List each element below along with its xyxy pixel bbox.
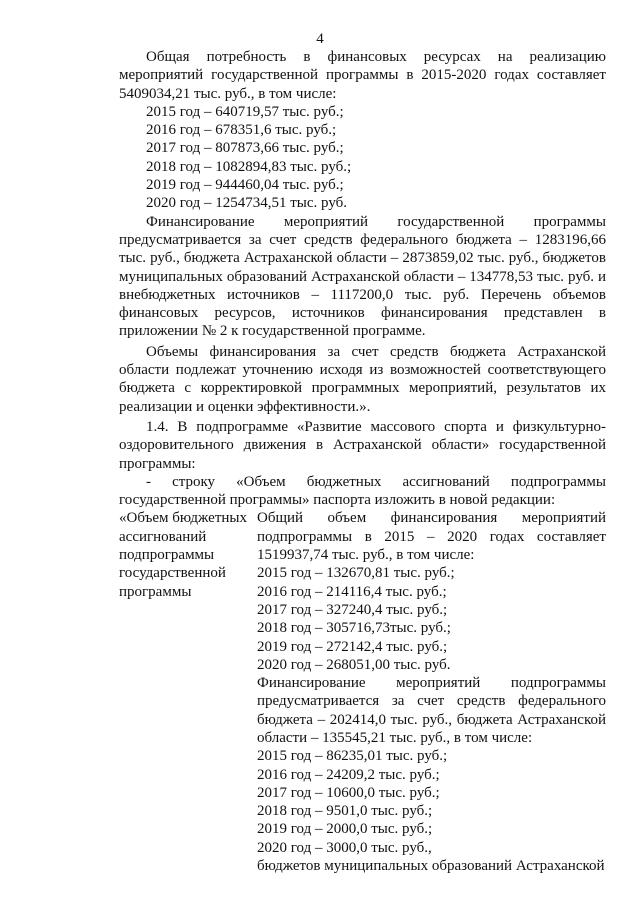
year-line: 2017 год – 10600,0 тыс. руб.;: [257, 784, 440, 801]
passport-row-value: [247, 509, 606, 875]
year-line: 2018 год – 9501,0 тыс. руб.;: [257, 803, 433, 820]
year-line: 2018 год – 1082894,83 тыс. руб.;: [146, 158, 352, 175]
year-line: 2017 год – 327240,4 тыс. руб.;: [257, 601, 448, 618]
year-line: 2020 год – 1254734,51 тыс. руб.: [146, 195, 348, 212]
year-line: 2019 год – 944460,04 тыс. руб.;: [146, 177, 344, 194]
instruction-paragraph: - строку «Объем бюджетных ассигнований подпрограммы государственной программы» паспорта изложить в новой редакции:: [119, 473, 606, 509]
subprogram-municipal: бюджетов муниципальных образований Астраханской: [257, 858, 605, 875]
year-line: 2016 год – 678351,6 тыс. руб.;: [146, 122, 337, 139]
year-line: 2015 год – 132670,81 тыс. руб.;: [257, 565, 455, 582]
page-number: 4: [316, 31, 324, 47]
year-line: 2020 год – 3000,0 тыс. руб.,: [257, 839, 432, 856]
volumes-paragraph: Объемы финансирования за счет средств бюджета Астраханской области подлежат уточнению исходя из возможностей соответствующего бюджета с корректировкой программных мероприятий, результатов их реализации и оценки эффективности.».: [119, 343, 606, 415]
subprogram-total: Общий объем финансирования мероприятий подпрограммы в 2015 – 2020 годах составляет 1519937,74 тыс. руб., в том числе:: [257, 510, 606, 564]
intro-paragraph: Общая потребность в финансовых ресурсах на реализацию мероприятий государственной программы в 2015-2020 годах составляет 5409034,21 тыс. руб., в том числе:: [119, 49, 606, 102]
item-1-4-paragraph: 1.4. В подпрограмме «Развитие массового спорта и физкультурно-оздоровительного движения в Астраханской области» государственной программы:: [119, 418, 606, 472]
year-line: 2016 год – 24209,2 тыс. руб.;: [257, 766, 440, 783]
passport-row: [119, 509, 606, 875]
year-line: 2017 год – 807873,66 тыс. руб.;: [146, 140, 344, 157]
years-total-list: [119, 103, 606, 213]
year-line: 2016 год – 214116,4 тыс. руб.;: [257, 583, 447, 600]
year-line: 2018 год – 305716,73тыс. руб.;: [257, 620, 451, 637]
financing-paragraph: Финансирование мероприятий государственной программы предусматривается за счет средств федерального бюджета – 1283196,66 тыс. руб., бюджета Астраханской области – 2873859,02 тыс. руб., бюджетов муниципальных образований Астраханской области – 134778,53 тыс. руб. и внебюджетных источников – 1117200,0 тыс. руб. Перечень объемов финансовых ресурсов, источников финансирования представлен в приложении № 2 к государственной программе.: [119, 213, 606, 340]
year-line: 2020 год – 268051,00 тыс. руб.: [257, 656, 451, 673]
subprogram-federal: Финансирование мероприятий подпрограммы предусматривается за счет средств федерального бюджета – 202414,0 тыс. руб., бюджета Астраханской области – 135545,21 тыс. руб., в том числе:: [257, 675, 606, 746]
year-line: 2015 год – 86235,01 тыс. руб.;: [257, 748, 448, 765]
document-body: [119, 48, 606, 875]
year-line: 2015 год – 640719,57 тыс. руб.;: [146, 103, 344, 120]
year-line: 2019 год – 2000,0 тыс. руб.;: [257, 821, 433, 838]
passport-row-label: «Объем бюджетных ассигнований подпрограммы государственной программы: [119, 510, 247, 600]
year-line: 2019 год – 272142,4 тыс. руб.;: [257, 638, 448, 655]
